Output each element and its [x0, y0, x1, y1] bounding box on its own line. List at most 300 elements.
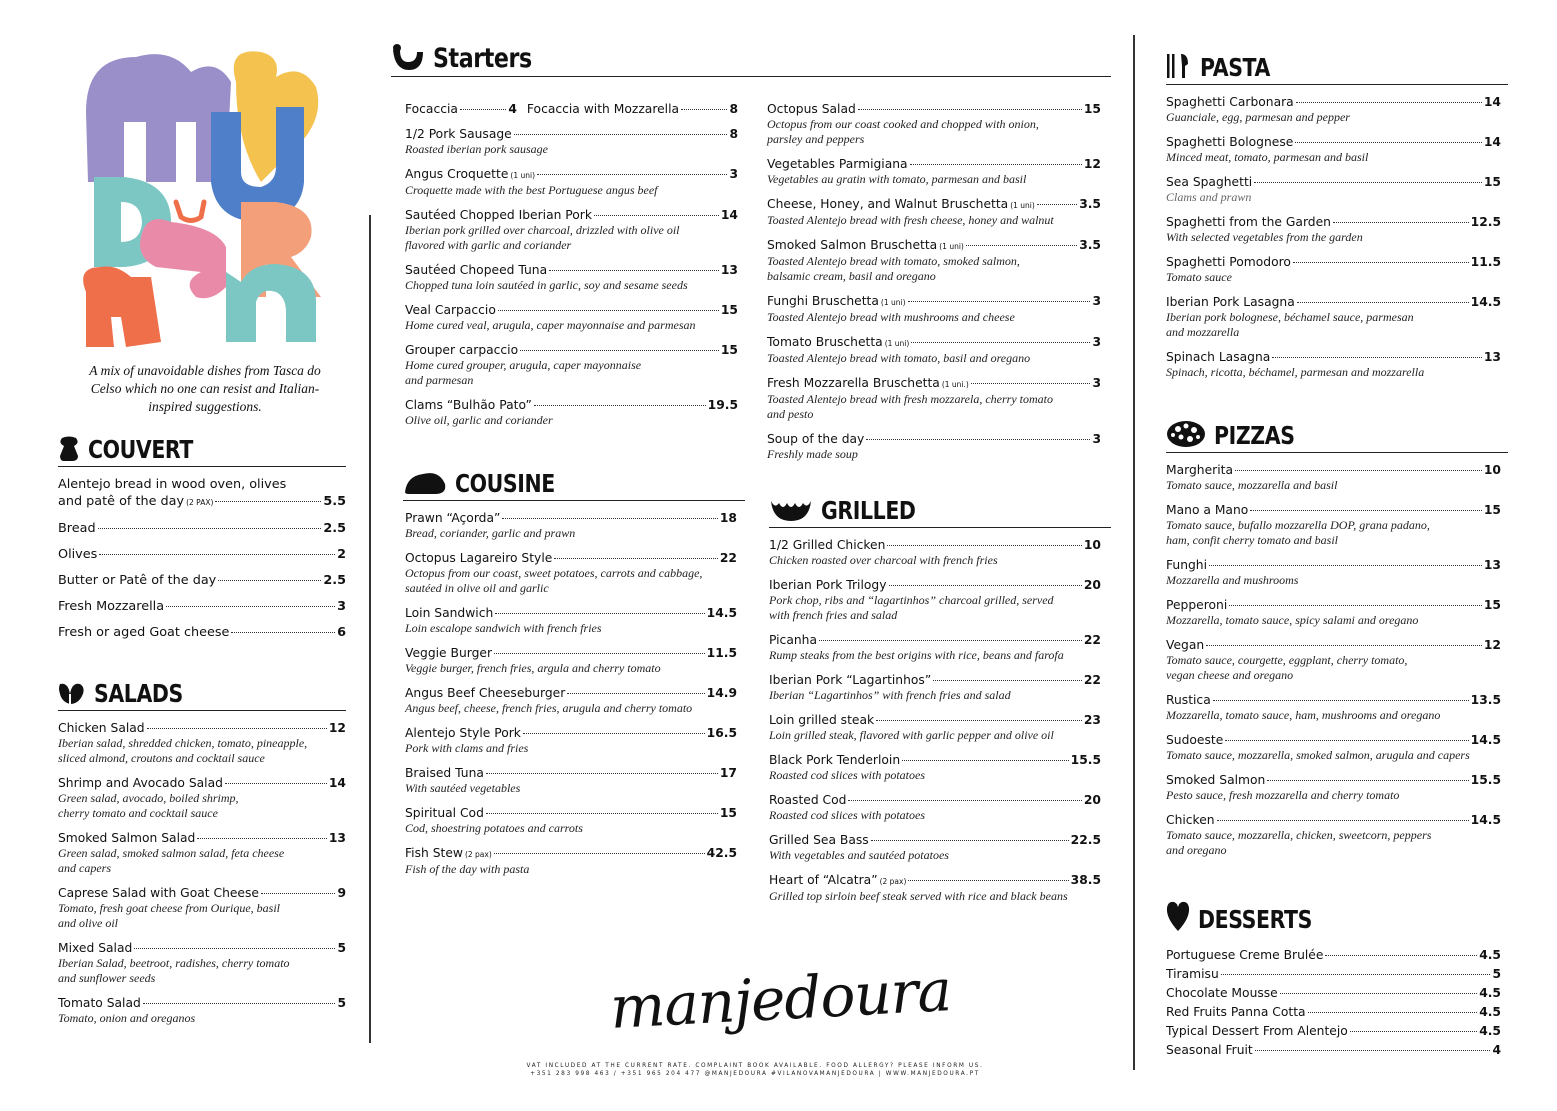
- item-name: Black Pork Tenderloin: [769, 753, 901, 767]
- starters-title: Starters: [433, 43, 532, 74]
- item-price: 5.5: [323, 494, 346, 509]
- item-line: [767, 335, 1101, 351]
- salads-section: [58, 680, 346, 1026]
- dot-leader: [520, 350, 719, 351]
- dot-leader: [147, 728, 327, 729]
- item-price: 15: [1083, 102, 1101, 116]
- item-name: Sudoeste: [1166, 733, 1224, 747]
- item-description: Octopus from our coast cooked and chopped with onion,: [767, 117, 1039, 131]
- item-name: Smoked Salmon Salad: [58, 831, 196, 845]
- item-price: 5: [1492, 967, 1501, 981]
- item-description: Iberian pork bolognese, béchamel sauce, parmesan: [1166, 310, 1414, 324]
- item-name: Bread: [58, 521, 96, 536]
- item-name: Smoked Salmon: [1166, 773, 1266, 787]
- item-description: Toasted Alentejo bread with tomato, smoked salmon,: [767, 254, 1020, 268]
- cousine-header: [403, 470, 745, 501]
- cutlery-icon: [1166, 52, 1192, 80]
- item-line: [1166, 175, 1501, 190]
- menu-item: [405, 511, 737, 541]
- item-line: [1166, 638, 1501, 653]
- menu-item: [769, 538, 1101, 568]
- item-description: and sunflower seeds: [58, 971, 156, 985]
- dot-leader: [143, 1003, 336, 1004]
- dot-leader: [866, 439, 1090, 440]
- item-description: Olive oil, garlic and coriander: [405, 413, 553, 427]
- menu-item: [58, 572, 346, 589]
- item-line: [767, 294, 1101, 310]
- item-name: Grilled Sea Bass: [769, 833, 869, 847]
- item-line: [767, 197, 1101, 213]
- dot-leader: [1295, 142, 1482, 143]
- desserts-title: DESSERTS: [1198, 905, 1312, 934]
- menu-item: [767, 335, 1101, 366]
- item-price: 38.5: [1070, 873, 1101, 887]
- desserts-section: [1166, 900, 1508, 1058]
- dot-leader: [971, 383, 1091, 384]
- dot-leader: [871, 840, 1069, 841]
- item-line: [1166, 255, 1501, 270]
- item-description: Chicken roasted over charcoal with french fries: [769, 553, 998, 567]
- menu-item: [1166, 693, 1501, 723]
- item-name: Olives: [58, 547, 98, 562]
- item-line: [767, 102, 1101, 117]
- item-description: Fish of the day with pasta: [405, 862, 530, 876]
- menu-item: [405, 646, 737, 676]
- item-description: Mozzarella, tomato sauce, ham, mushrooms and oregano: [1166, 708, 1441, 722]
- item-name: Octopus Lagareiro Style: [405, 551, 553, 565]
- item-description: Tomato sauce: [1166, 270, 1232, 284]
- item-qty: (1 uni): [880, 298, 906, 307]
- dot-leader: [567, 693, 704, 694]
- item-qty: (2 pax): [464, 850, 492, 859]
- item-name: Alentejo bread in wood oven, olives: [58, 477, 287, 492]
- item-price: 15.5: [1070, 753, 1101, 767]
- item-name: Vegan: [1166, 638, 1205, 652]
- dot-leader: [1229, 605, 1482, 606]
- item-line: [767, 432, 1101, 447]
- menu-item: [1166, 1024, 1501, 1039]
- dot-leader: [848, 800, 1081, 801]
- item-name: Red Fruits Panna Cotta: [1166, 1005, 1306, 1019]
- item-name: Sautéed Chopeed Tuna: [405, 263, 548, 277]
- item-name: Tiramisu: [1166, 967, 1219, 981]
- dot-leader: [1235, 470, 1482, 471]
- dot-leader: [534, 405, 706, 406]
- item-description: sliced almond, croutons and cocktail sauce: [58, 751, 265, 765]
- menu-item: [1166, 733, 1501, 763]
- item-description: Tomato, fresh goat cheese from Ourique, basil: [58, 901, 280, 915]
- item-price: 5: [337, 996, 346, 1010]
- item-line: [405, 551, 737, 566]
- item-line: [1166, 558, 1501, 573]
- item-description: ham, confit cherry tomato and basil: [1166, 533, 1338, 547]
- item-description: and mozzarella: [1166, 325, 1240, 339]
- item-line: [1166, 1005, 1501, 1020]
- menu-item: [58, 624, 346, 641]
- pasta-section: [1166, 52, 1508, 380]
- item-description: Tomato sauce, courgette, eggplant, cherry tomato,: [1166, 653, 1408, 667]
- menu-item: [767, 157, 1101, 187]
- menu-item: [58, 546, 346, 563]
- item-name: Heart of “Alcatra”: [769, 873, 878, 887]
- menu-item: [769, 578, 1101, 623]
- item-line: [58, 721, 346, 736]
- dot-leader: [933, 680, 1082, 681]
- item-price: 20: [1083, 578, 1101, 592]
- grilled-section: [769, 498, 1111, 904]
- item-description: Pork chop, ribs and “lagartinhos” charcoal grilled, served: [769, 593, 1054, 607]
- item-line: [1166, 773, 1501, 788]
- item-name: Roasted Cod: [769, 793, 847, 807]
- item-description: Tomato sauce, mozzarella, smoked salmon, arugula and capers: [1166, 748, 1470, 762]
- item-name: Octopus Salad: [767, 102, 856, 116]
- dot-leader: [166, 606, 335, 607]
- dot-leader: [1209, 565, 1482, 566]
- item-description: Tomato sauce, mozzarella and basil: [1166, 478, 1338, 492]
- dot-leader: [460, 109, 506, 110]
- menu-item: [405, 398, 738, 428]
- item-price: 18: [719, 511, 737, 525]
- item-name: Spaghetti Pomodoro: [1166, 255, 1291, 269]
- item-price: 4: [508, 102, 517, 116]
- menu-item: [58, 996, 346, 1026]
- grilled-title: GRILLED: [821, 496, 916, 525]
- item-line: [769, 538, 1101, 553]
- item-line: [1166, 1043, 1501, 1058]
- item-description: Home cured grouper, arugula, caper mayonnaise: [405, 358, 642, 372]
- item-name: Portuguese Creme Brulée: [1166, 948, 1324, 962]
- item-price: 15: [720, 343, 738, 357]
- starters-section: [391, 44, 1111, 77]
- dot-leader: [218, 580, 321, 581]
- item-description: Iberian “Lagartinhos” with french fries and salad: [769, 688, 1011, 702]
- item-price: 14: [328, 776, 346, 790]
- menu-item: [1166, 967, 1501, 982]
- dot-leader: [902, 760, 1069, 761]
- item-line: [405, 303, 738, 318]
- item-line: [769, 578, 1101, 593]
- item-description: Spinach, ricotta, béchamel, parmesan and mozzarella: [1166, 365, 1425, 379]
- item-price: 8: [729, 127, 738, 141]
- item-name: Spaghetti from the Garden: [1166, 215, 1331, 229]
- dot-leader: [1250, 510, 1482, 511]
- item-price: 14.5: [1470, 813, 1501, 827]
- menu-item: [405, 686, 737, 716]
- item-name: Mano a Mano: [1166, 503, 1249, 517]
- item-name: Funghi: [1166, 558, 1208, 572]
- heart-icon: [1166, 900, 1190, 932]
- item-qty: (2 PAX): [186, 498, 214, 507]
- menu-item: [405, 846, 737, 877]
- item-price: 3: [337, 599, 346, 614]
- dot-leader: [495, 613, 704, 614]
- item-name: Vegetables Parmigiana: [767, 157, 908, 171]
- item-price: 19.5: [707, 398, 738, 412]
- item-price: 15: [1483, 175, 1501, 189]
- item-price: 13: [720, 263, 738, 277]
- dot-leader: [554, 558, 718, 559]
- dot-leader: [549, 270, 719, 271]
- item-price: 16.5: [706, 726, 737, 740]
- item-qty: (1 uni.): [941, 380, 969, 389]
- item-line: [405, 398, 738, 413]
- item-line: [405, 646, 737, 661]
- menu-item: [769, 793, 1101, 823]
- starters-right: [767, 92, 1101, 462]
- item-price: 4.5: [1479, 1005, 1501, 1019]
- item-name: Veggie Burger: [405, 646, 493, 660]
- dot-leader: [1206, 645, 1482, 646]
- pizzas-header: [1166, 420, 1508, 453]
- menu-item: [58, 721, 346, 766]
- menu-item: [1166, 215, 1501, 245]
- dot-leader: [966, 245, 1077, 246]
- item-description: Loin escalope sandwich with french fries: [405, 621, 602, 635]
- item-price: 11.5: [706, 646, 737, 660]
- footer-line-2: +351 283 998 463 / +351 965 204 477 @MANJEDOURA #VILANOVAMANJEDOURA | WWW.MANJEDOURA.PT: [530, 1071, 980, 1077]
- dot-leader: [261, 893, 335, 894]
- cousine-title: COUSINE: [455, 469, 555, 498]
- item-description: Loin grilled steak, flavored with garlic pepper and olive oil: [769, 728, 1054, 742]
- item-description: Toasted Alentejo bread with fresh mozzarela, cherry tomato: [767, 392, 1053, 406]
- dot-leader: [494, 653, 705, 654]
- item-line: [58, 996, 346, 1011]
- item-line: [767, 376, 1101, 392]
- menu-item: [1166, 463, 1501, 493]
- item-name: Typical Dessert From Alentejo: [1166, 1024, 1348, 1038]
- item-name: and patê of the day: [58, 494, 185, 509]
- item-description: Toasted Alentejo bread with tomato, basil and oregano: [767, 351, 1031, 365]
- item-price: 12: [1083, 157, 1101, 171]
- item-name: Margherita: [1166, 463, 1233, 477]
- item-price: 13: [1483, 350, 1501, 364]
- item-name: Iberian Pork “Lagartinhos”: [769, 673, 932, 687]
- item-qty: (1 uni): [1010, 201, 1035, 210]
- couvert-section: [58, 436, 346, 641]
- item-line: [58, 941, 346, 956]
- item-price: 4.5: [1479, 986, 1501, 1000]
- menu-item: [405, 303, 738, 333]
- menu-item: [769, 633, 1101, 663]
- item-price: 8: [729, 102, 739, 116]
- cousine-section: [405, 470, 745, 877]
- item-line: [58, 624, 346, 641]
- item-line: [58, 831, 346, 846]
- item-line: [769, 753, 1101, 768]
- bread-icon: [58, 436, 80, 462]
- menu-item: [405, 806, 737, 836]
- item-description: and oregano: [1166, 843, 1227, 857]
- item-line: [1166, 350, 1501, 365]
- item-name: Sautéed Chopped Iberian Pork: [405, 208, 592, 222]
- item-line: [1166, 948, 1501, 963]
- item-description: With sautéed vegetables: [405, 781, 521, 795]
- menu-item: [767, 197, 1101, 228]
- item-qty: (1 uni): [939, 242, 964, 251]
- item-description: Toasted Alentejo bread with fresh cheese, honey and walnut: [767, 213, 1054, 227]
- menu-item: [58, 886, 346, 931]
- item-line: [1166, 503, 1501, 518]
- dot-leader: [514, 134, 728, 135]
- item-description: Bread, coriander, garlic and prawn: [405, 526, 576, 540]
- item-name: Spinach Lasagna: [1166, 350, 1271, 364]
- item-name: Soup of the day: [767, 432, 865, 446]
- menu-item: [405, 167, 738, 198]
- item-price: 14: [720, 208, 738, 222]
- item-price: 20: [1083, 793, 1101, 807]
- item-name: Focaccia: [405, 102, 458, 116]
- item-line: [405, 606, 737, 621]
- item-description: Pesto sauce, fresh mozzarella and cherry tomato: [1166, 788, 1400, 802]
- item-price: 14: [1483, 95, 1501, 109]
- item-line: [405, 102, 738, 117]
- menu-item: [405, 726, 737, 756]
- meat-icon: [403, 470, 447, 496]
- dot-leader: [98, 528, 322, 529]
- intro-text: A mix of unavoidable dishes from Tasca do Celso which no one can resist and Italian-inspired suggestions.: [89, 363, 321, 414]
- item-description: Iberian salad, shredded chicken, tomato, pineapple,: [58, 736, 308, 750]
- menu-item: [405, 263, 738, 293]
- menu-item: [58, 598, 346, 615]
- item-price: 14.5: [1470, 733, 1501, 747]
- grilled-header: [769, 498, 1111, 528]
- item-price: 6: [337, 625, 346, 640]
- leaf-icon: [58, 680, 86, 706]
- item-price: 14.5: [1470, 295, 1501, 309]
- item-price: 12: [1483, 638, 1501, 652]
- item-name: Grouper carpaccio: [405, 343, 519, 357]
- item-description: balsamic cream, basil and oregano: [767, 269, 936, 283]
- menu-item: [405, 127, 738, 157]
- item-description: cherry tomato and cocktail sauce: [58, 806, 218, 820]
- item-price: 2: [337, 547, 346, 562]
- item-description: and pesto: [767, 407, 814, 421]
- item-line: [1166, 813, 1501, 828]
- item-line: [58, 572, 346, 589]
- item-qty: (1 uni): [884, 339, 910, 348]
- item-line: [1166, 733, 1501, 748]
- menu-item: [1166, 638, 1501, 683]
- item-description: Clams and prawn: [1166, 190, 1252, 204]
- menu-item: [767, 102, 1101, 147]
- item-price: 2.5: [323, 521, 346, 536]
- item-description: With selected vegetables from the garden: [1166, 230, 1363, 244]
- item-description: flavored with garlic and coriander: [405, 238, 572, 252]
- menu-item: [58, 476, 346, 511]
- item-description: With vegetables and sautéed potatoes: [769, 848, 949, 862]
- item-description: Tomato, onion and oreganos: [58, 1011, 196, 1025]
- item-description: Roasted cod slices with potatoes: [769, 768, 925, 782]
- menu-item: [1166, 948, 1501, 963]
- item-line: [405, 806, 737, 821]
- item-price: 22.5: [1070, 833, 1101, 847]
- item-description: Mozzarella, tomato sauce, spicy salami and oregano: [1166, 613, 1419, 627]
- item-price: 9: [337, 886, 346, 900]
- dot-leader: [1255, 1050, 1491, 1051]
- menu-item: [405, 606, 737, 636]
- item-name: 1/2 Pork Sausage: [405, 127, 512, 141]
- item-line: [1166, 986, 1501, 1001]
- item-line: [58, 776, 346, 791]
- dot-leader: [908, 880, 1068, 881]
- menu-item: [1166, 1005, 1501, 1020]
- item-name: Loin Sandwich: [405, 606, 494, 620]
- item-name: Caprese Salad with Goat Cheese: [58, 886, 259, 900]
- starter-dish-icon: [391, 44, 425, 72]
- item-name: Braised Tuna: [405, 766, 484, 780]
- item-description: with french fries and salad: [769, 608, 898, 622]
- item-line: [1166, 215, 1501, 230]
- item-name: Clams “Bulhão Pato”: [405, 398, 532, 412]
- item-description: Pork with clams and fries: [405, 741, 529, 755]
- item-price: 15: [720, 303, 738, 317]
- item-description: Green salad, avocado, boiled shrimp,: [58, 791, 239, 805]
- salads-title: SALADS: [94, 679, 183, 708]
- salads-header: [58, 680, 346, 711]
- dot-leader: [910, 164, 1082, 165]
- dot-leader: [908, 301, 1091, 302]
- dot-leader: [215, 501, 321, 502]
- pasta-title: PASTA: [1200, 53, 1270, 82]
- item-name: Tomato Salad: [58, 996, 141, 1010]
- item-line: [58, 520, 346, 537]
- item-price: 3: [1092, 376, 1101, 390]
- item-line: [1166, 693, 1501, 708]
- menu-item: [1166, 503, 1501, 548]
- item-price: 12: [328, 721, 346, 735]
- item-name: Veal Carpaccio: [405, 303, 496, 317]
- dot-leader: [1308, 1012, 1478, 1013]
- item-name: Angus Beef Cheeseburger: [405, 686, 566, 700]
- item-name: Tomato Bruschetta: [767, 335, 883, 349]
- item-line: [58, 476, 346, 493]
- item-price: 10: [1483, 463, 1501, 477]
- item-line: [767, 238, 1101, 254]
- pizzas-section: [1166, 420, 1508, 858]
- item-price: 15: [719, 806, 737, 820]
- item-description: Green salad, smoked salmon salad, feta cheese: [58, 846, 285, 860]
- item-name: Fresh or aged Goat cheese: [58, 625, 230, 640]
- item-description: Octopus from our coast, sweet potatoes, carrots and cabbage,: [405, 566, 703, 580]
- item-price: 22: [1083, 633, 1101, 647]
- item-name: Spiritual Cod: [405, 806, 484, 820]
- couvert-header: [58, 436, 346, 467]
- item-description: and parmesan: [405, 373, 474, 387]
- dot-leader: [1213, 700, 1469, 701]
- item-description: Vegetables au gratin with tomato, parmesan and basil: [767, 172, 1027, 186]
- item-line: [1166, 95, 1501, 110]
- desserts-header: [1166, 900, 1508, 936]
- dot-leader: [502, 518, 718, 519]
- restaurant-logo-art: [76, 42, 336, 352]
- item-price: 12.5: [1470, 215, 1501, 229]
- pizzas-title: PIZZAS: [1214, 421, 1295, 450]
- menu-item: [1166, 350, 1501, 380]
- menu-item: [769, 753, 1101, 783]
- dot-leader: [231, 632, 335, 633]
- dot-leader: [1296, 102, 1482, 103]
- menu-item: [769, 833, 1101, 863]
- item-name: Shrimp and Avocado Salad: [58, 776, 223, 790]
- dot-leader: [911, 342, 1090, 343]
- item-description: sautéed in olive oil and garlic: [405, 581, 549, 595]
- item-line: [769, 793, 1101, 808]
- item-name: Smoked Salmon Bruschetta: [767, 238, 938, 252]
- couvert-title: COUVERT: [88, 435, 193, 464]
- item-price: 15: [1483, 503, 1501, 517]
- item-line: [769, 713, 1101, 728]
- item-name: Funghi Bruschetta: [767, 294, 879, 308]
